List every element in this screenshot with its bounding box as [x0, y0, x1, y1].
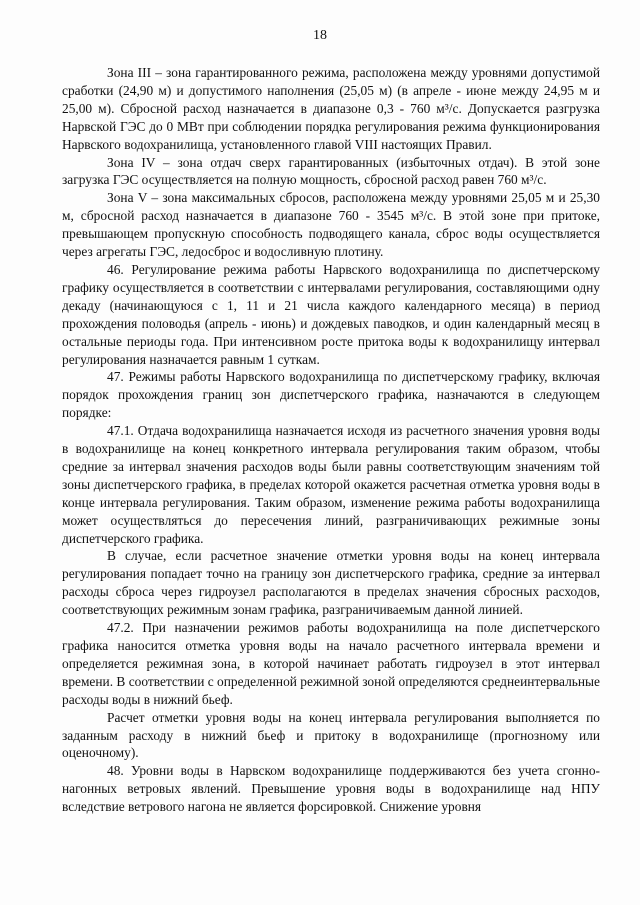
paragraph-zone-3: Зона III – зона гарантированного режима, расположена между уровнями допустимой сработки (24,90 м) и допустимого наполнения (25,05 м) (в апреле - июне между 24,95 м и 25,00 м). Сбросной расход назначается в диапазоне 0,3 - 760 м³/с. Допускается разгрузка Нарвской ГЭС до 0 МВт при соблюдении порядка регулирования режима функционирования Нарвского водохранилища, установленного главой VIII настоящих Правил.: [62, 65, 600, 152]
paragraph-48: 48. Уровни воды в Нарвском водохранилище поддерживаются без учета сгонно-нагонных ветровых явлений. Превышение уровня воды в водохранилище над НПУ вследствие ветрового нагона не является форсировкой. Снижение уровня: [62, 763, 600, 815]
document-body: [62, 64, 600, 816]
paragraph-47-2-calculation: Расчет отметки уровня воды на конец интервала регулирования выполняется по заданным расходу в нижний бьеф и притоку в водохранилище (прогнозному или оценочному).: [62, 709, 600, 761]
paragraph-zone-5: Зона V – зона максимальных сбросов, расположена между уровнями 25,05 м и 25,30 м, сбросной расход назначается в диапазоне 760 - 3545 м³/с. В этой зоне при притоке, превышающем пропускную способность подводящего канала, сброс воды осуществляется через агрегаты ГЭС, ледосброс и водосливную плотину.: [62, 190, 600, 260]
paragraph-47-1-boundary: В случае, если расчетное значение отметки уровня воды на конец интервала регулирования попадает точно на границу зон диспетчерского графика, средние за интервал расходы сброса через гидроузел располагаются в пределах значения сбросных расходов, соответствующих режимным зонам графика, разграничиваемым данной линией.: [62, 548, 600, 618]
page-number: 18: [313, 28, 327, 43]
paragraph-47-1: 47.1. Отдача водохранилища назначается исходя из расчетного значения уровня воды в водохранилище на конец конкретного интервала регулирования таким образом, чтобы средние за интервал значения расходов воды были равны соответствующим значениям той зоны диспетчерского графика, в пределах которой окажется расчетная отметка уровня воды в конце интервала регулирования. Таким образом, изменение режима работы водохранилища может осуществляться до пересечения линий, разграничивающих режимные зоны диспетчерского графика.: [62, 423, 600, 546]
paragraph-46: 46. Регулирование режима работы Нарвского водохранилища по диспетчерскому графику осуществляется в соответствии с интервалами регулирования, составляющими одну декаду (начинающуюся с 1, 11 и 21 числа каждого календарного месяца) в период прохождения половодья (апрель - июнь) и дождевых паводков, и один календарный месяц в остальные периоды года. При интенсивном росте притока воды к водохранилищу интервал регулирования назначается равным 1 суткам.: [62, 261, 600, 367]
paragraph-47: 47. Режимы работы Нарвского водохранилища по диспетчерскому графику, включая порядок прохождения границ зон диспетчерского графика, назначаются в следующем порядке:: [62, 369, 600, 421]
paragraph-zone-4: Зона IV – зона отдач сверх гарантированных (избыточных отдач). В этой зоне загрузка ГЭС осуществляется на полную мощность, сбросной расход равен 760 м³/с.: [62, 154, 600, 188]
paragraph-47-2: 47.2. При назначении режимов работы водохранилища на поле диспетчерского графика наносится отметка уровня воды на начало расчетного интервала времени и определяется режимная зона, в которой начинает работать гидроузел в этот интервал времени. В соответствии с определенной режимной зоной определяются среднеинтервальные расходы воды в нижний бьеф.: [62, 620, 600, 707]
